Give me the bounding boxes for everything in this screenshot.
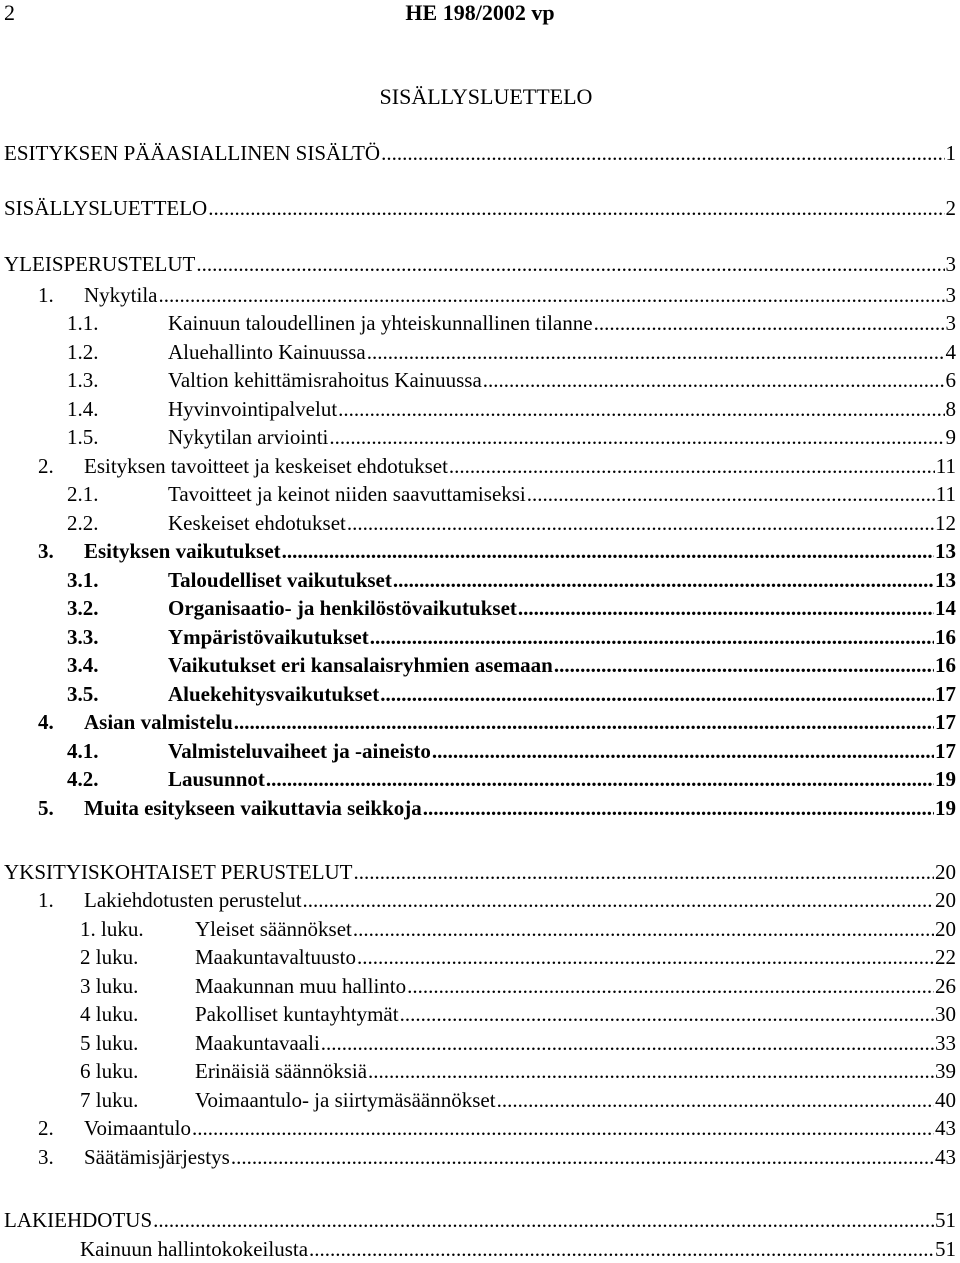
- toc-entry-number: 4.: [38, 710, 54, 734]
- toc-entry-page: 3: [945, 311, 956, 335]
- toc-entry-title: YKSITYISKOHTAISET PERUSTELUT: [4, 860, 353, 884]
- toc-entry-title: Esityksen tavoitteet ja keskeiset ehdotukset: [84, 454, 448, 478]
- dot-leader: [329, 423, 944, 451]
- toc-entry-page: 51: [935, 1237, 956, 1261]
- toc-entry-title: Valmisteluvaiheet ja -aineisto: [168, 739, 431, 763]
- toc-entry-number: 1. luku.: [80, 917, 144, 941]
- dot-leader: [231, 1143, 934, 1171]
- toc-entry: [67, 623, 956, 651]
- toc-entry-title: Aluehallinto Kainuussa: [168, 340, 366, 364]
- toc-entry-title: Lausunnot: [168, 767, 265, 791]
- toc-entry-title: Maakuntavaali: [195, 1031, 320, 1055]
- toc-entry-page: 20: [935, 917, 956, 941]
- toc-entry: [38, 1143, 956, 1171]
- toc-entry: [4, 1206, 956, 1234]
- toc-entry: [80, 972, 956, 1000]
- toc-entry: [67, 594, 956, 622]
- toc-entry-number: 3 luku.: [80, 974, 139, 998]
- toc-entry-number: 2.: [38, 454, 54, 478]
- toc-entry: [67, 765, 956, 793]
- toc-entry-number: 1.3.: [67, 368, 99, 392]
- toc-entry: [67, 423, 956, 451]
- dot-leader: [357, 943, 934, 971]
- toc-entry-title: Nykytila: [84, 283, 158, 307]
- toc-entry-number: 6 luku.: [80, 1059, 139, 1083]
- dot-leader: [367, 338, 945, 366]
- toc-entry-number: 5 luku.: [80, 1031, 139, 1055]
- dot-leader: [432, 737, 934, 765]
- toc-entry-title: Tavoitteet ja keinot niiden saavuttamiseksi: [168, 482, 526, 506]
- dot-leader: [153, 1206, 934, 1234]
- toc-entry-page: 30: [935, 1002, 956, 1026]
- toc-entry-number: 3.1.: [67, 568, 99, 592]
- toc-entry: [4, 858, 956, 886]
- dot-leader: [266, 765, 934, 793]
- toc-entry-title: Organisaatio- ja henkilöstövaikutukset: [168, 596, 517, 620]
- toc-entry: [67, 395, 956, 423]
- toc-entry-title: Asian valmistelu: [84, 710, 233, 734]
- toc-entry-title: Erinäisiä säännöksiä: [195, 1059, 368, 1083]
- toc-entry: [67, 509, 956, 537]
- toc-entry-title: Yleiset säännökset: [195, 917, 352, 941]
- toc-entry: [80, 1057, 956, 1085]
- toc-entry-title: Taloudelliset vaikutukset: [168, 568, 392, 592]
- dot-leader: [354, 858, 934, 886]
- toc-entry-number: 1.: [38, 283, 54, 307]
- toc-entry-title: YLEISPERUSTELUT: [4, 252, 196, 276]
- toc-entry: [67, 651, 956, 679]
- dot-leader: [282, 537, 934, 565]
- toc-entry: [38, 281, 956, 309]
- dot-leader: [381, 139, 944, 167]
- toc-entry-title: LAKIEHDOTUS: [4, 1208, 153, 1232]
- dot-leader: [368, 1057, 934, 1085]
- toc-entry-page: 39: [935, 1059, 956, 1083]
- toc-entry-page: 20: [935, 888, 956, 912]
- dot-leader: [321, 1029, 934, 1057]
- toc-entry-number: 1.2.: [67, 340, 99, 364]
- toc-entry-title: Voimaantulo: [84, 1116, 191, 1140]
- toc-entry-title: Nykytilan arviointi: [168, 425, 329, 449]
- toc-entry-page: 6: [945, 368, 956, 392]
- toc-entry-title: Maakuntavaltuusto: [195, 945, 356, 969]
- toc-entry-number: 7 luku.: [80, 1088, 139, 1112]
- toc-entry-title: Aluekehitysvaikutukset: [168, 682, 380, 706]
- toc-entry-number: 1.1.: [67, 311, 99, 335]
- toc-entry-number: 5.: [38, 796, 54, 820]
- toc-entry-number: 3.: [38, 539, 54, 563]
- toc-entry: [67, 338, 956, 366]
- toc-entry: [4, 250, 956, 278]
- toc-entry-title: Lakiehdotusten perustelut: [84, 888, 302, 912]
- toc-entry-number: 4 luku.: [80, 1002, 139, 1026]
- toc-entry: [38, 794, 956, 822]
- toc-entry-page: 11: [935, 454, 956, 478]
- toc-entry: [67, 480, 956, 508]
- toc-entry-page: 43: [935, 1145, 956, 1169]
- toc-entry-page: 14: [935, 596, 956, 620]
- toc-entry-page: 51: [935, 1208, 956, 1232]
- toc-entry-page: 12: [935, 511, 956, 535]
- toc-entry-page: 17: [935, 682, 956, 706]
- dot-leader: [208, 194, 944, 222]
- dot-leader: [353, 915, 934, 943]
- toc-entry: [38, 708, 956, 736]
- toc-entry-title: SISÄLLYSLUETTELO: [4, 196, 208, 220]
- toc-entry-page: 22: [935, 945, 956, 969]
- toc-entry-page: 43: [935, 1116, 956, 1140]
- toc-entry-page: 13: [935, 568, 956, 592]
- dot-leader: [159, 281, 945, 309]
- toc-entry-page: 8: [945, 397, 956, 421]
- toc-entry-page: 3: [945, 283, 956, 307]
- toc-entry: [67, 309, 956, 337]
- dot-leader: [423, 794, 934, 822]
- toc-entry: [67, 737, 956, 765]
- toc-entry-page: 13: [935, 539, 956, 563]
- toc-entry-page: 19: [935, 767, 956, 791]
- toc-entry-title: Voimaantulo- ja siirtymäsäännökset: [195, 1088, 496, 1112]
- toc-entry-title: Pakolliset kuntayhtymät: [195, 1002, 399, 1026]
- toc-entry-number: 2.2.: [67, 511, 99, 535]
- dot-leader: [303, 886, 934, 914]
- dot-leader: [234, 708, 934, 736]
- toc-entry-page: 4: [945, 340, 956, 364]
- dot-leader: [518, 594, 934, 622]
- toc-entry: [80, 1000, 956, 1028]
- toc-entry-number: 1.4.: [67, 397, 99, 421]
- toc-entry-title: ESITYKSEN PÄÄASIALLINEN SISÄLTÖ: [4, 141, 381, 165]
- toc-entry-number: 3.: [38, 1145, 54, 1169]
- toc-entry-number: 1.: [38, 888, 54, 912]
- toc-entry-page: 17: [935, 710, 956, 734]
- toc-entry-title: Vaikutukset eri kansalaisryhmien asemaan: [168, 653, 553, 677]
- toc-entry-number: 1.5.: [67, 425, 99, 449]
- dot-leader: [380, 680, 934, 708]
- dot-leader: [393, 566, 934, 594]
- toc-entry-number: 2.: [38, 1116, 54, 1140]
- toc-entry-number: 3.4.: [67, 653, 99, 677]
- toc-entry: [80, 915, 956, 943]
- toc-entry: [38, 452, 956, 480]
- toc-entry-number: 3.3.: [67, 625, 99, 649]
- dot-leader: [554, 651, 934, 679]
- dot-leader: [594, 309, 945, 337]
- toc-entry-number: 2 luku.: [80, 945, 139, 969]
- toc-entry-title: Säätämisjärjestys: [84, 1145, 230, 1169]
- dot-leader: [347, 509, 934, 537]
- page-number: 2: [4, 0, 15, 25]
- toc-entry: [67, 680, 956, 708]
- toc-entry-title: Kainuun taloudellinen ja yhteiskunnallinen tilanne: [168, 311, 593, 335]
- dot-leader: [400, 1000, 934, 1028]
- toc-heading: SISÄLLYSLUETTELO: [379, 84, 593, 109]
- toc-entry-page: 9: [945, 425, 956, 449]
- toc-entry: [38, 886, 956, 914]
- toc-entry-title: Keskeiset ehdotukset: [168, 511, 346, 535]
- dot-leader: [338, 395, 944, 423]
- toc-entry-page: 20: [935, 860, 956, 884]
- toc-entry: [67, 566, 956, 594]
- dot-leader: [449, 452, 935, 480]
- toc-entry-title: Hyvinvointipalvelut: [168, 397, 338, 421]
- toc-entry: [67, 366, 956, 394]
- toc-entry-title: Muita esitykseen vaikuttavia seikkoja: [84, 796, 422, 820]
- dot-leader: [483, 366, 945, 394]
- toc-entry: [80, 1086, 956, 1114]
- toc-entry-number: 3.2.: [67, 596, 99, 620]
- dot-leader: [370, 623, 934, 651]
- toc-entry-title: Esityksen vaikutukset: [84, 539, 281, 563]
- toc-entry-number: 3.5.: [67, 682, 99, 706]
- toc-entry-page: 2: [945, 196, 956, 220]
- toc-entry-page: 16: [935, 625, 956, 649]
- dot-leader: [407, 972, 934, 1000]
- toc-entry: [38, 1114, 956, 1142]
- toc-entry-page: 26: [935, 974, 956, 998]
- dot-leader: [192, 1114, 934, 1142]
- toc-entry: [80, 943, 956, 971]
- toc-entry-page: 3: [945, 252, 956, 276]
- toc-entry-page: 16: [935, 653, 956, 677]
- toc-entry-title: Valtion kehittämisrahoitus Kainuussa: [168, 368, 482, 392]
- dot-leader: [497, 1086, 934, 1114]
- toc-entry-page: 40: [935, 1088, 956, 1112]
- toc-entry-page: 17: [935, 739, 956, 763]
- toc-entry: [4, 194, 956, 222]
- document-id: HE 198/2002 vp: [405, 0, 555, 25]
- toc-entry-number: 4.2.: [67, 767, 99, 791]
- toc-entry-title: Kainuun hallintokokeilusta: [80, 1237, 309, 1261]
- toc-entry: [4, 139, 956, 167]
- toc-entry-page: 1: [945, 141, 956, 165]
- toc-entry: [38, 537, 956, 565]
- toc-entry-number: 4.1.: [67, 739, 99, 763]
- toc-entry-title: Ympäristövaikutukset: [168, 625, 369, 649]
- toc-entry-title: Maakunnan muu hallinto: [195, 974, 407, 998]
- toc-entry-page: 19: [935, 796, 956, 820]
- dot-leader: [527, 480, 935, 508]
- toc-entry-page: 11: [935, 482, 956, 506]
- toc-entry: [80, 1029, 956, 1057]
- toc-entry-number: 2.1.: [67, 482, 99, 506]
- toc-entry-page: 33: [935, 1031, 956, 1055]
- dot-leader: [196, 250, 944, 278]
